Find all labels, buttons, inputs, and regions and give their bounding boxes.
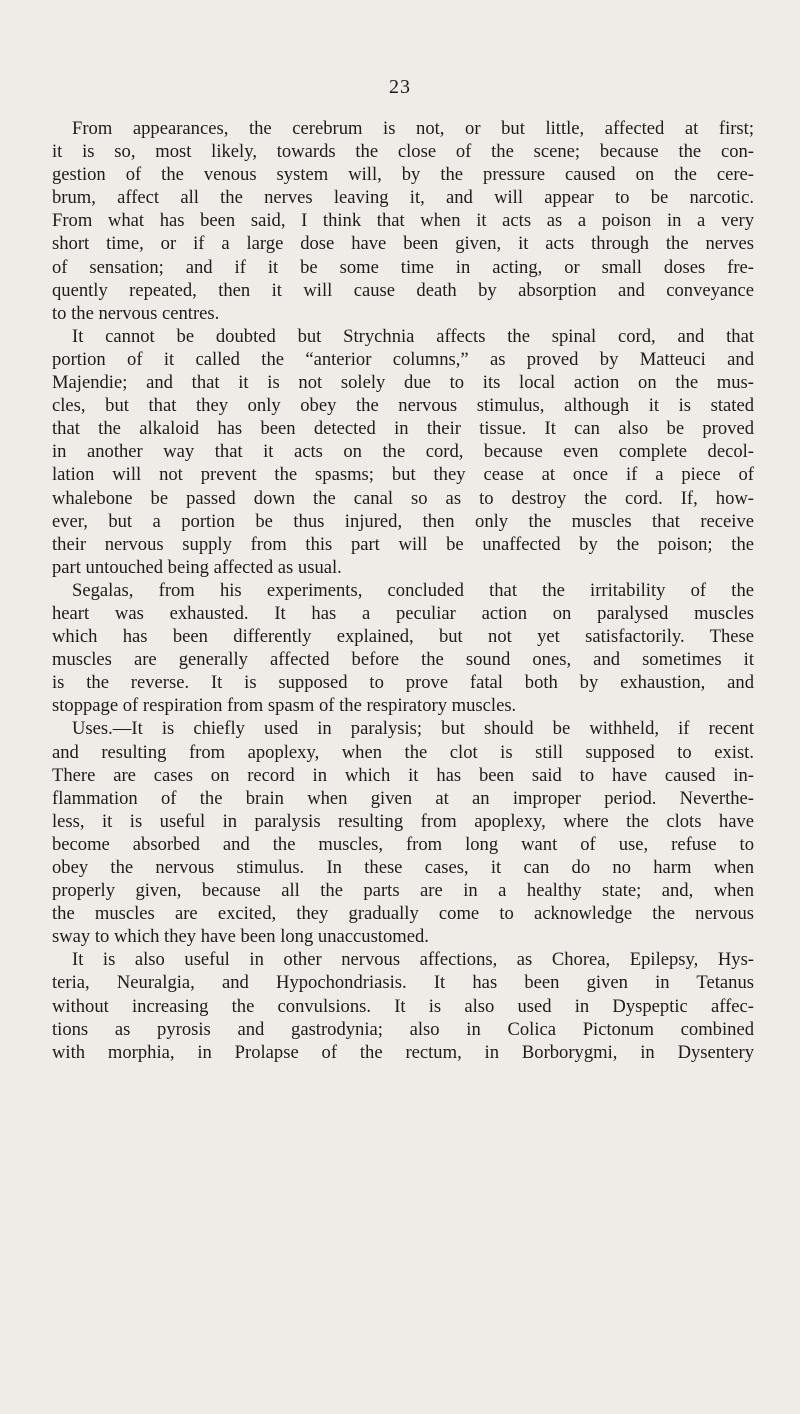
text-line: tions as pyrosis and gastrodynia; also in Colica Pictonum combined <box>52 1018 754 1040</box>
text-line: properly given, because all the parts are in a healthy state; and, when <box>52 880 754 902</box>
text-line: is the reverse. It is supposed to prove fatal both by exhaustion, and <box>52 672 754 694</box>
text-line: in another way that it acts on the cord, because even complete decol- <box>52 441 754 463</box>
text-line: heart was exhausted. It has a peculiar action on paralysed muscles <box>52 602 754 624</box>
text-line: flammation of the brain when given at an improper period. Neverthe- <box>52 787 754 809</box>
text-line: with morphia, in Prolapse of the rectum, in Borborygmi, in Dysentery <box>52 1041 754 1063</box>
text-line: obey the nervous stimulus. In these cases, it can do no harm when <box>52 857 754 878</box>
text-line: It cannot be doubted but Strychnia affects the spinal cord, and that <box>72 325 754 347</box>
text-line: teria, Neuralgia, and Hypochondriasis. It has been given in Tetanus <box>52 972 754 994</box>
text-line: their nervous supply from this part will be unaffected by the poison; the <box>52 533 754 555</box>
body-text <box>52 117 754 1064</box>
text-line: to the nervous centres. <box>52 302 220 324</box>
text-line: short time, or if a large dose have been given, it acts through the nerves <box>52 233 754 255</box>
text-line: less, it is useful in paralysis resulting from apoplexy, where the clots have <box>52 810 754 832</box>
text-line: quently repeated, then it will cause death by absorption and conveyance <box>52 279 754 301</box>
text-line: gestion of the venous system will, by the pressure caused on the cere- <box>52 164 754 186</box>
text-line: From what has been said, I think that when it acts as a poison in a very <box>52 210 754 232</box>
text-line: sway to which they have been long unaccustomed. <box>52 926 429 948</box>
text-line: that the alkaloid has been detected in their tissue. It can also be proved <box>52 418 754 440</box>
text-line: brum, affect all the nerves leaving it, and will appear to be narcotic. <box>52 187 754 209</box>
text-line: From appearances, the cerebrum is not, or but little, affected at first; <box>72 118 754 139</box>
text-line: portion of it called the “anterior columns,” as proved by Matteuci and <box>52 348 754 370</box>
text-line: without increasing the convulsions. It is also used in Dyspeptic affec- <box>52 995 754 1017</box>
text-line: cles, but that they only obey the nervous stimulus, although it is stated <box>52 395 754 417</box>
text-line: muscles are generally affected before the sound ones, and sometimes it <box>52 649 754 671</box>
text-line: of sensation; and if it be some time in acting, or small doses fre- <box>52 256 754 278</box>
text-line: whalebone be passed down the canal so as to destroy the cord. If, how- <box>52 487 754 509</box>
text-line: and resulting from apoplexy, when the clot is still supposed to exist. <box>52 741 754 763</box>
page-number: 23 <box>389 76 411 98</box>
text-line: stoppage of respiration from spasm of the respiratory muscles. <box>52 695 517 717</box>
text-line: It is also useful in other nervous affections, as Chorea, Epilepsy, Hys- <box>72 949 754 971</box>
text-line: it is so, most likely, towards the close of the scene; because the con- <box>52 141 754 163</box>
text-line: ever, but a portion be thus injured, then only the muscles that receive <box>52 510 754 532</box>
text-line: lation will not prevent the spasms; but they cease at once if a piece of <box>52 464 754 486</box>
text-line: Majendie; and that it is not solely due to its local action on the mus- <box>52 372 754 394</box>
text-line: become absorbed and the muscles, from long want of use, refuse to <box>52 833 754 855</box>
text-line: Uses.—It is chiefly used in paralysis; but should be withheld, if recent <box>72 718 754 740</box>
text-line: the muscles are excited, they gradually come to acknowledge the nervous <box>52 903 754 925</box>
text-line: which has been differently explained, but not yet satisfactorily. These <box>52 626 754 648</box>
text-line: There are cases on record in which it has been said to have caused in- <box>52 764 754 786</box>
text-line: Segalas, from his experiments, concluded that the irritability of the <box>72 579 754 601</box>
text-line: part untouched being affected as usual. <box>52 556 342 578</box>
